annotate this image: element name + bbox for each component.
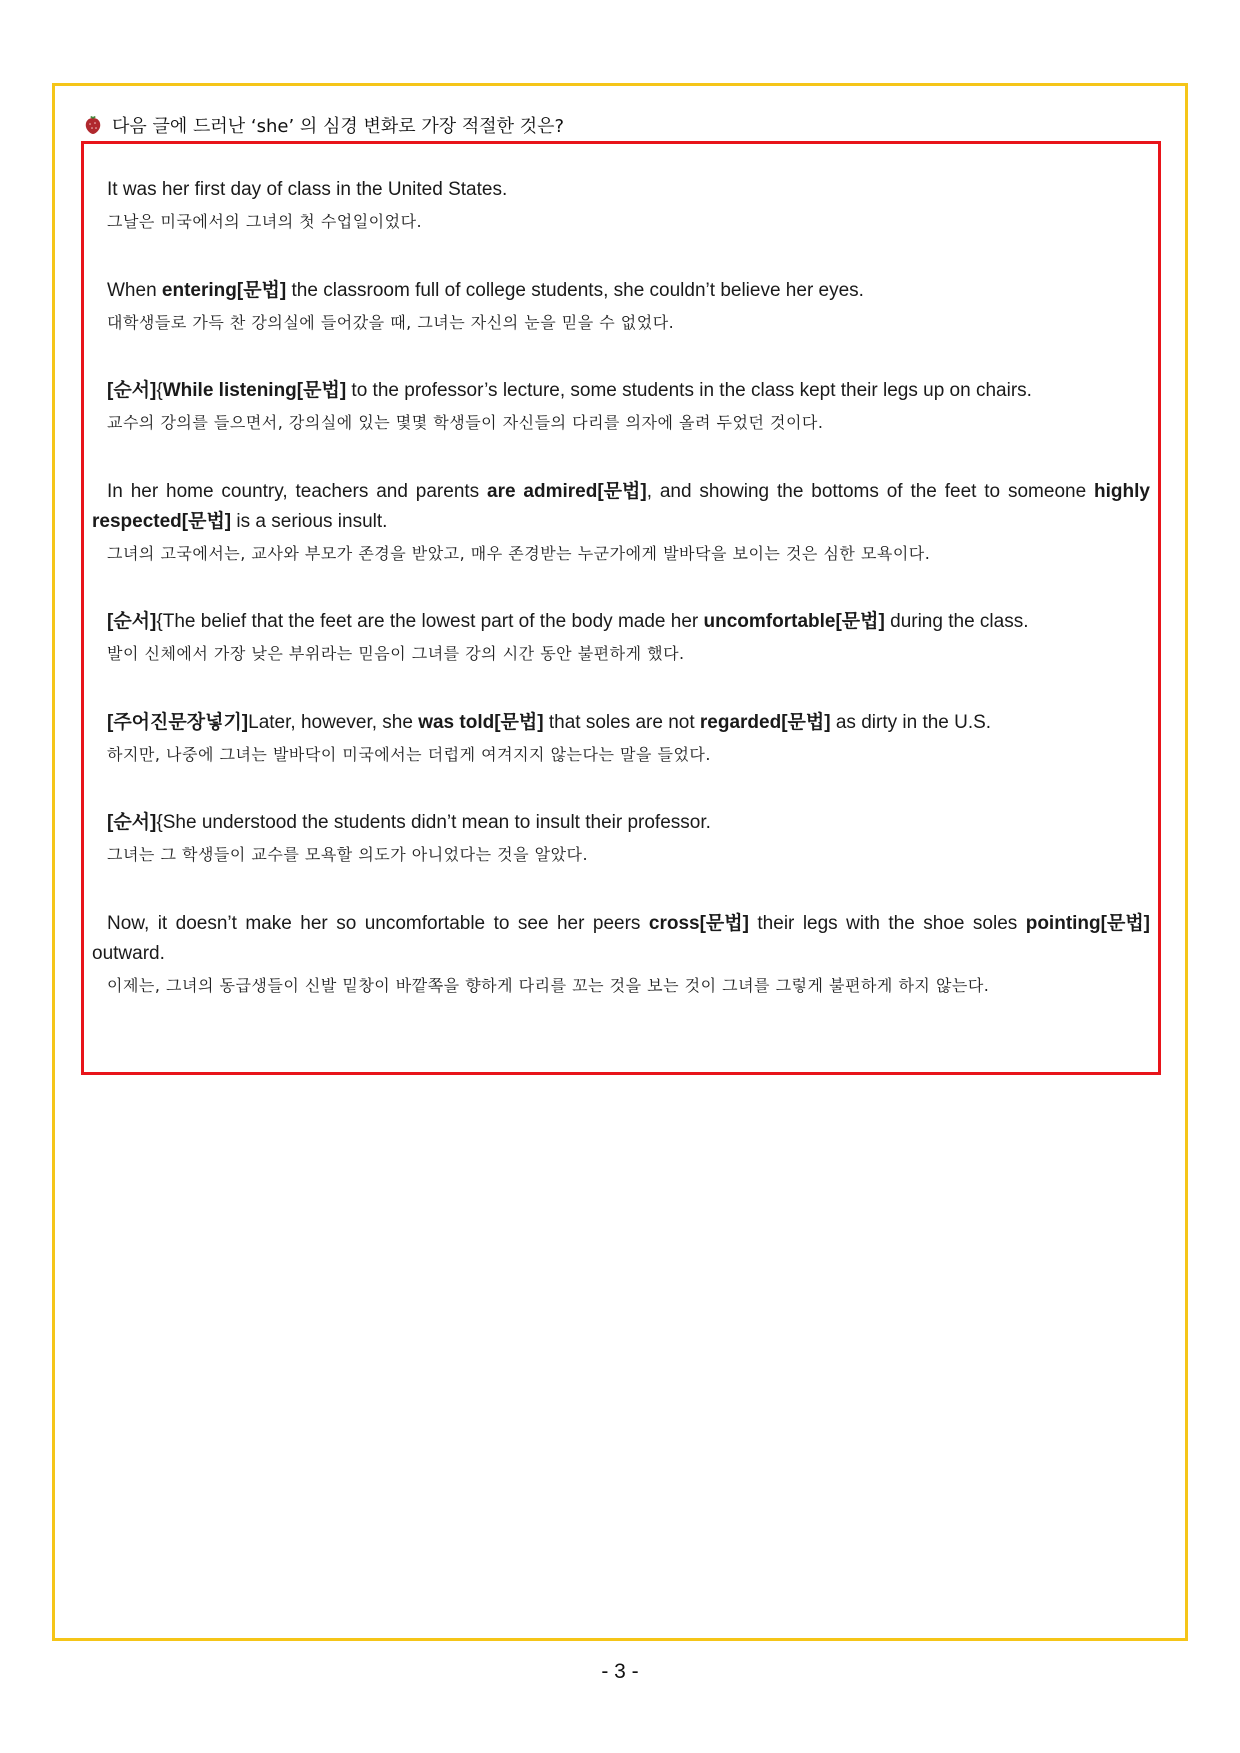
question-heading: [84, 110, 564, 140]
korean-translation: 대학생들로 가득 찬 강의실에 들어갔을 때, 그녀는 자신의 눈을 믿을 수 없었다.: [107, 313, 675, 332]
passage-paragraph-4: [92, 477, 1150, 569]
passage-paragraph-2: [92, 276, 1150, 338]
grammar-marker: are admired[문법]: [487, 481, 647, 502]
brace-mark: {: [156, 812, 163, 833]
question-text: 다음 글에 드러난 ‘she’ 의 심경 변화로 가장 적절한 것은?: [112, 116, 565, 137]
korean-translation: 그날은 미국에서의 그녀의 첫 수업일이었다.: [107, 212, 423, 231]
korean-translation: 발이 신체에서 가장 낮은 부위라는 믿음이 그녀를 강의 시간 동안 불편하게 했다.: [107, 644, 685, 663]
english-sentence: When entering[문법] the classroom full of college students, she couldn’t believe her eyes.: [107, 280, 864, 301]
passage-paragraph-5: [92, 607, 1150, 669]
english-sentence: [순서]{The belief that the feet are the lowest part of the body made her uncomfortable[문법] during the class.: [107, 611, 1029, 632]
strawberry-bullet-icon: [84, 115, 102, 135]
order-tag: [순서]: [107, 380, 157, 401]
passage-paragraph-8: [92, 909, 1150, 1001]
english-sentence: [순서]{She understood the students didn’t mean to insult their professor.: [107, 812, 711, 833]
passage-paragraph-7: [92, 808, 1150, 870]
korean-translation: 교수의 강의를 들으면서, 강의실에 있는 몇몇 학생들이 자신들의 다리를 의자에 올려 두었던 것이다.: [107, 413, 824, 432]
korean-translation: 그녀의 고국에서는, 교사와 부모가 존경을 받았고, 매우 존경받는 누군가에게 발바닥을 보이는 것은 심한 모욕이다.: [107, 544, 931, 563]
korean-translation: 이제는, 그녀의 동급생들이 신발 밑창이 바깥쪽을 향하게 다리를 꼬는 것을 보는 것이 그녀를 그렇게 불편하게 하지 않는다.: [107, 976, 990, 995]
grammar-marker: uncomfortable[문법]: [703, 611, 885, 632]
english-sentence: In her home country, teachers and parents are admired[문법], and showing the bottoms of the feet to someone highly respected[문법] is a serious insult.: [92, 481, 1150, 532]
passage-paragraph-6: [92, 708, 1150, 770]
english-sentence: Now, it doesn’t make her so uncomfortable to see her peers cross[문법] their legs with the shoe soles pointing[문법] outward.: [92, 913, 1150, 964]
passage-paragraph-3: [92, 376, 1150, 438]
grammar-marker: While listening[문법]: [162, 380, 347, 401]
english-sentence: It was her first day of class in the United States.: [107, 179, 508, 200]
grammar-marker: regarded[문법]: [699, 712, 831, 733]
passage-paragraph-1: [92, 175, 1150, 237]
grammar-marker: entering[문법]: [161, 280, 287, 301]
grammar-marker: was told[문법]: [418, 712, 544, 733]
grammar-marker: cross[문법]: [648, 913, 749, 934]
order-tag: [순서]: [107, 611, 157, 632]
korean-translation: 그녀는 그 학생들이 교수를 모욕할 의도가 아니었다는 것을 알았다.: [107, 845, 589, 864]
brace-mark: {: [156, 380, 163, 401]
english-sentence: [순서]{While listening[문법] to the professor’s lecture, some students in the class kept their legs up on chairs.: [107, 380, 1032, 401]
page-number: - 3 -: [601, 1660, 639, 1683]
korean-translation: 하지만, 나중에 그녀는 발바닥이 미국에서는 더럽게 여겨지지 않는다는 말을 들었다.: [107, 745, 711, 764]
grammar-marker: pointing[문법]: [1025, 913, 1150, 934]
insert-sentence-tag: [주어진문장넣기]: [107, 712, 249, 733]
english-sentence: [주어진문장넣기]Later, however, she was told[문법] that soles are not regarded[문법] as dirty in the U.S.: [107, 712, 992, 733]
order-tag: [순서]: [107, 812, 157, 833]
grammar-marker: highly respected[문법]: [92, 481, 1150, 532]
brace-mark: {: [156, 611, 163, 632]
